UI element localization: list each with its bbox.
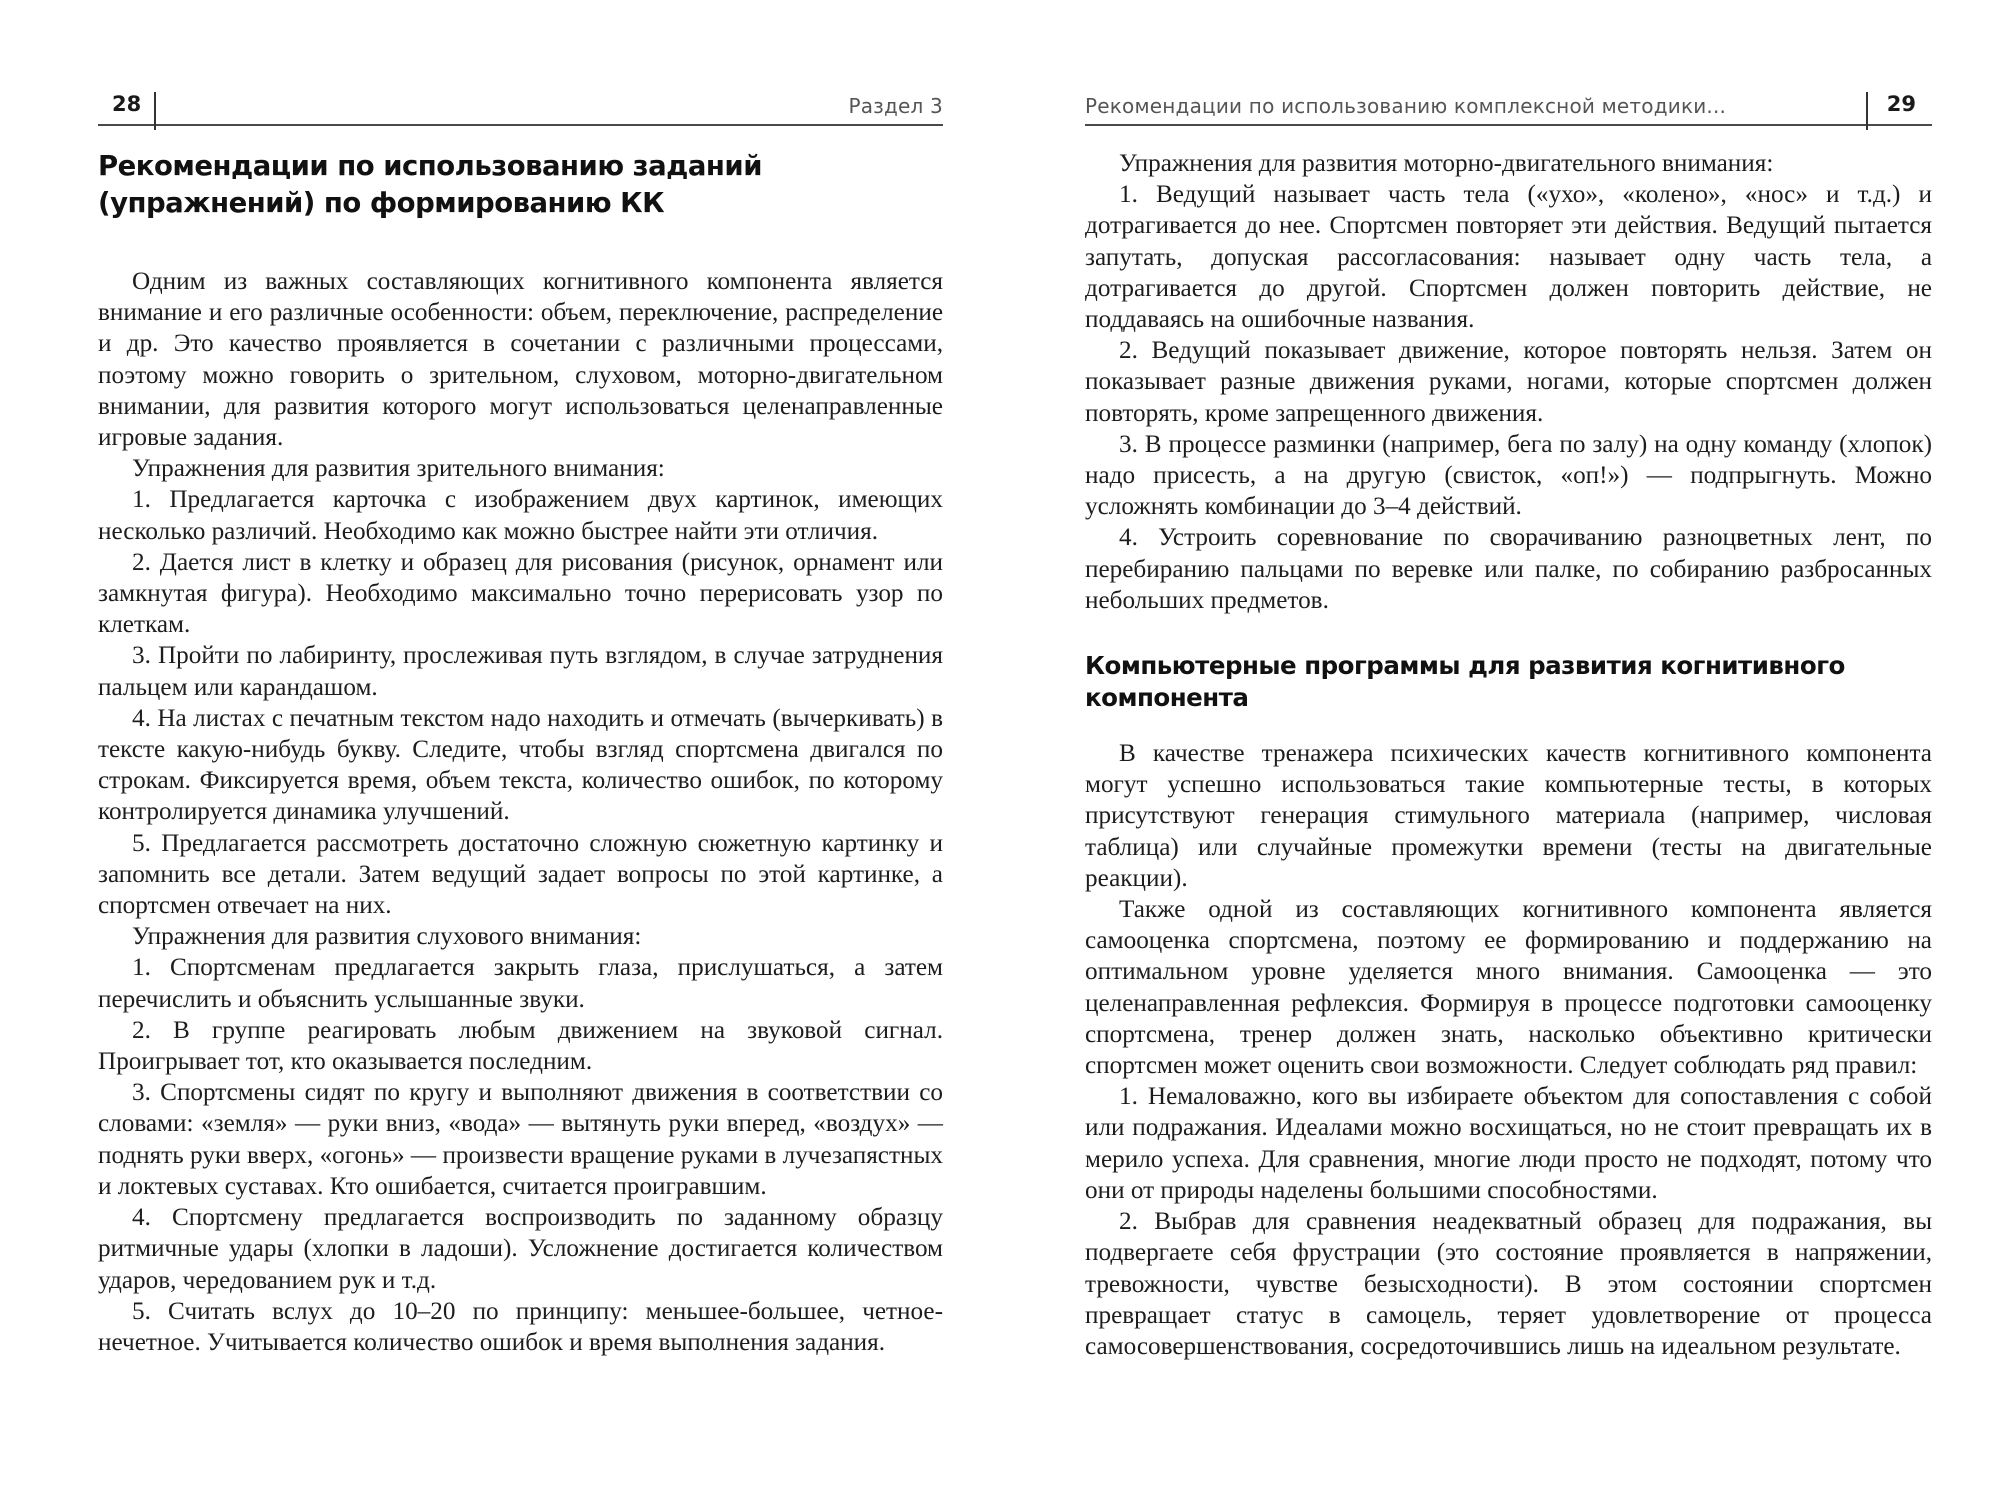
right-section-heading: Компьютерные программы для развития когнитивного компонента <box>1085 651 1845 713</box>
paragraph: 3. Спортсмены сидят по кругу и выполняют движения в соответствии со словами: «земля» — руки вниз, «вода» — вытянуть руки вперед, «воздух» — поднять руки вверх, «огонь» — произвести вращение руками в лучезапястных и локтевых суставах. Кто ошибается, считается проигравшим. <box>98 1079 943 1200</box>
paragraph: 3. В процессе разминки (например, бега по залу) на одну команду (хлопок) надо присесть, а на другую (свисток, «оп!») — подпрыгнуть. Можно усложнять комбинации до 3–4 действий. <box>1085 430 1932 521</box>
paragraph: Упражнения для развития слухового внимания: <box>132 923 642 951</box>
paragraph: 2. Выбрав для сравнения неадекватный образец для подражания, вы подвергаете себя фрустрации (это состояние проявляется в напряжении, тревожности, чувстве безысходности). В этом состоянии спортсмен превращает статус в самоцель, теряет удовлетворение от процесса самосовершенствования, сосредоточившись лишь на идеальном результате. <box>1085 1208 1932 1360</box>
left-header-divider <box>154 92 156 130</box>
paragraph: 2. В группе реагировать любым движением на звуковой сигнал. Проигрывает тот, кто оказывается последним. <box>98 1016 943 1076</box>
paragraph: Одним из важных составляющих когнитивного компонента является внимание и его различные особенности: объем, переключение, распределение и др. Это качество проявляется в сочетании с различными процессами, поэтому можно говорить о зрительном, слуховом, моторно-двигательном внимании, для развития которого могут использоваться целенаправленные игровые задания. <box>98 268 943 452</box>
left-page <box>98 142 943 1358</box>
paragraph: 4. Спортсмену предлагается воспроизводить по заданному образцу ритмичные удары (хлопки в ладоши). Усложнение достигается количеством ударов, чередованием рук и т.д. <box>98 1204 943 1294</box>
paragraph: 5. Предлагается рассмотреть достаточно сложную сюжетную картинку и запомнить все детали. Затем ведущий задает вопросы по этой картинке, а спортсмен отвечает на них. <box>98 829 943 920</box>
paragraph: 1. Предлагается карточка с изображением двух картинок, имеющих несколько различий. Необходимо как можно быстрее найти эти отличия. <box>98 486 943 545</box>
paragraph: 5. Считать вслух до 10–20 по принципу: меньшее-большее, четное-нечетное. Учитывается количество ошибок и время выполнения задания. <box>98 1297 943 1356</box>
paragraph: Упражнения для развития зрительного внимания: <box>132 455 665 483</box>
paragraph: 2. Ведущий показывает движение, которое повторять нельзя. Затем он показывает разные движения руками, ногами, которые спортсмен должен повторять, кроме запрещенного движения. <box>1085 337 1932 427</box>
paragraph: В качестве тренажера психических качеств когнитивного компонента могут успешно использоваться такие компьютерные тесты, в которых присутствуют генерация стимульного материала (например, числовая таблица) или случайные промежутки времени (тесты на двигательные реакции). <box>1085 740 1932 892</box>
paragraph: 4. Устроить соревнование по сворачиванию разноцветных лент, по перебиранию пальцами по веревке или палке, по собиранию разбросанных небольших предметов. <box>1085 524 1932 614</box>
right-running-header <box>1085 88 1932 126</box>
right-header-divider <box>1866 92 1868 130</box>
left-page-number: 28 <box>112 92 142 116</box>
right-page-number: 29 <box>1886 92 1916 116</box>
right-running-title: Рекомендации по использованию комплексной методики... <box>1085 94 1727 118</box>
paragraph: 4. На листах с печатным текстом надо находить и отмечать (вычеркивать) в тексте какую-нибудь букву. Следите, чтобы взгляд спортсмена двигался по строкам. Фиксируется время, объем текста, количество ошибок, по которому контролируется динамика улучшений. <box>98 704 943 826</box>
left-running-header <box>98 88 943 126</box>
paragraph: Также одной из составляющих когнитивного компонента является самооценка спортсмена, поэтому ее формированию и поддержанию на оптимальном уровне уделяется много внимания. Самооценка — это целенаправленная рефлексия. Формируя в процессе подготовки самооценку спортсмена, тренер должен знать, насколько объективно критически спортсмен может оценить свои возможности. Следует соблюдать ряд правил: <box>1085 896 1932 1080</box>
paragraph: 1. Спортсменам предлагается закрыть глаза, прислушаться, а затем перечислить и объяснить услышанные звуки. <box>98 954 943 1013</box>
right-page <box>1085 148 1932 1362</box>
paragraph: Упражнения для развития моторно-двигательного внимания: <box>1119 150 1774 177</box>
left-section-heading: Рекомендации по использованию заданий (упражнений) по формированию КК <box>98 150 762 219</box>
paragraph: 2. Дается лист в клетку и образец для рисования (рисунок, орнамент или замкнутая фигура). Необходимо максимально точно перерисовать узор по клеткам. <box>98 548 943 639</box>
left-section-title: Раздел 3 <box>848 94 943 118</box>
paragraph: 3. Пройти по лабиринту, прослеживая путь взглядом, в случае затруднения пальцем или карандашом. <box>98 642 943 701</box>
paragraph: 1. Немаловажно, кого вы избираете объектом для сопоставления с собой или подражания. Идеалами можно восхищаться, но не стоит превращать их в мерило успеха. Для сравнения, многие люди просто не подходят, потому что они от природы наделены большими способностями. <box>1085 1083 1932 1204</box>
paragraph: 1. Ведущий называет часть тела («ухо», «колено», «нос» и т.д.) и дотрагивается до нее. Спортсмен повторяет эти действия. Ведущий пытается запутать, допуская рассогласования: называет одну часть тела, а дотрагивается до другой. Спортсмен должен повторить действие, не поддаваясь на ошибочные названия. <box>1085 181 1932 334</box>
